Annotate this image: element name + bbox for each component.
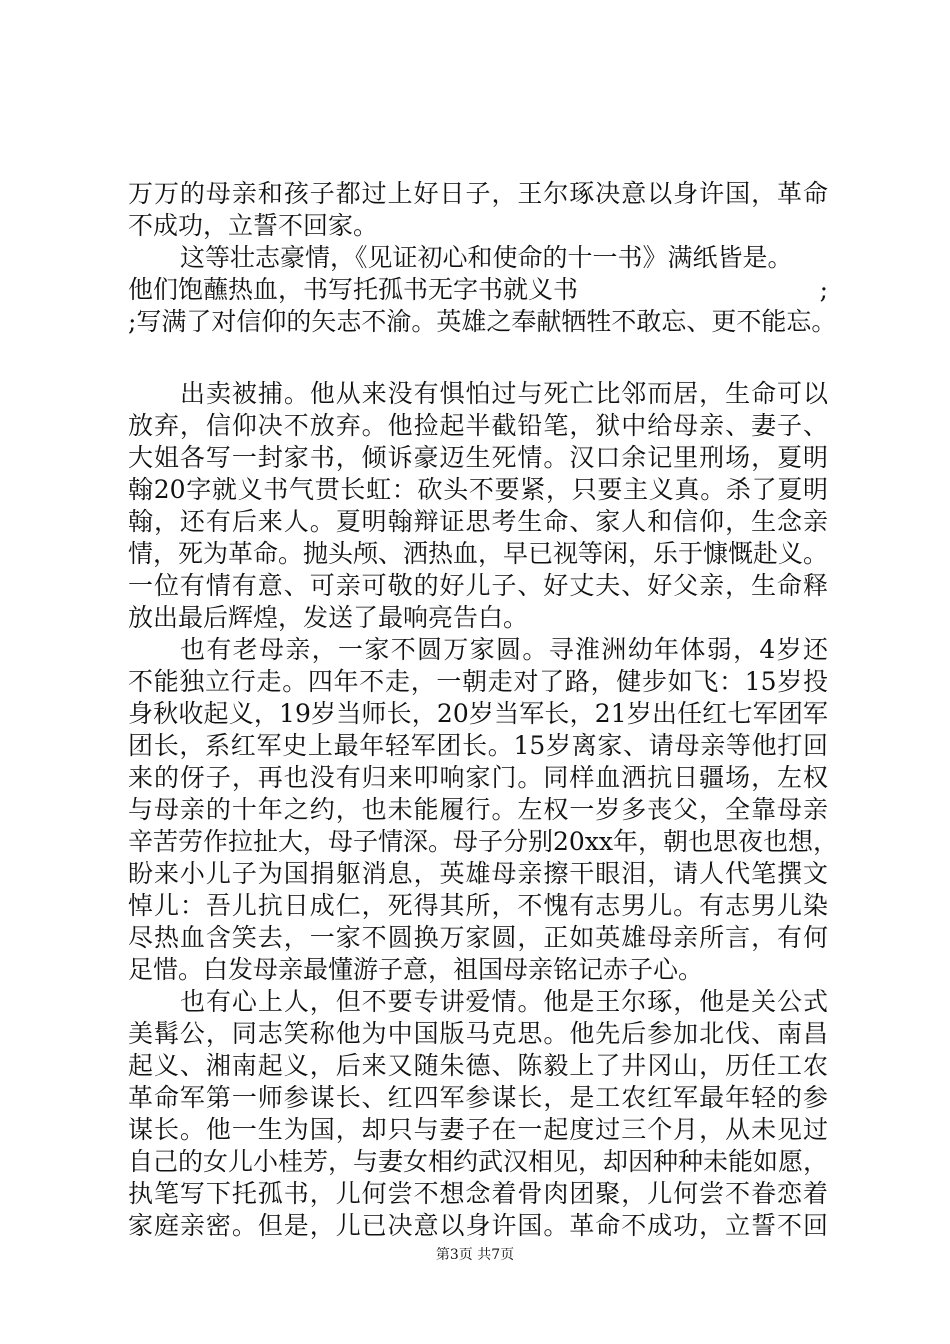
document-body — [128, 178, 839, 1242]
text-line: 也有心上人，但不要专讲爱情。他是王尔琢，他是关公式 — [180, 987, 828, 1016]
text-line: 尽热血含笑去，一家不圆换万家圆，正如英雄母亲所言，有何 — [128, 923, 828, 952]
text-line: 情，死为革命。抛头颅、洒热血，早已视等闲，乐于慷慨赴义。 — [128, 539, 829, 568]
text-line: 辛苦劳作拉扯大，母子情深。母子分别20xx年，朝也思夜也想， — [128, 827, 839, 856]
text-line: 万万的母亲和孩子都过上好日子，王尔琢决意以身许国，革命 — [128, 179, 828, 208]
text-line: 团长，系红军史上最年轻军团长。15岁离家、请母亲等他打回 — [128, 731, 828, 760]
text-line: ;写满了对信仰的矢志不渝。英雄之奉献牺牲不敢忘、更不能忘。 — [128, 307, 837, 336]
text-line: 悼儿：吾儿抗日成仁，死得其所，不愧有志男儿。有志男儿染 — [128, 891, 828, 920]
text-line: 家庭亲密。但是，儿已决意以身许国。革命不成功，立誓不回 — [128, 1211, 828, 1240]
paragraph-gap — [128, 338, 828, 378]
paragraph-3 — [128, 634, 839, 986]
text-line: 翰，还有后来人。夏明翰辩证思考生命、家人和信仰，生念亲 — [128, 507, 828, 536]
text-line: 起义、湘南起义，后来又随朱德、陈毅上了井冈山，历任工农 — [128, 1051, 828, 1080]
text-line: 出卖被捕。他从来没有惧怕过与死亡比邻而居，生命可以 — [180, 379, 828, 408]
text-line: 一位有情有意、可亲可敬的好儿子、好丈夫、好父亲，生命释 — [128, 571, 828, 600]
text-line: 也有老母亲，一家不圆万家圆。寻淮洲幼年体弱，4岁还 — [180, 635, 828, 664]
paragraph-1 — [128, 242, 837, 338]
text-line: 身秋收起义，19岁当师长，20岁当军长，21岁出任红七军团军 — [128, 699, 828, 728]
text-fragment: ; — [819, 275, 828, 304]
text-line: 大姐各写一封家书，倾诉豪迈生死情。汉口余记里刑场，夏明 — [128, 443, 828, 472]
text-line: 这等壮志豪情，《见证初心和使命的十一书》满纸皆是。 — [180, 243, 793, 272]
text-line: 来的伢子，再也没有归来叩响家门。同样血洒抗日疆场，左权 — [128, 763, 828, 792]
text-line: 不能独立行走。四年不走，一朝走对了路，健步如飞：15岁投 — [128, 667, 828, 696]
text-line: 美髯公，同志笑称他为中国版马克思。他先后参加北伐、南昌 — [128, 1019, 828, 1048]
text-line — [128, 274, 828, 306]
page-footer: 第3页 共7页 — [435, 1247, 515, 1263]
text-line: 不成功，立誓不回家。 — [128, 211, 379, 240]
text-line: 盼来小儿子为国捐躯消息，英雄母亲擦干眼泪，请人代笔撰文 — [128, 859, 828, 888]
text-line: 放出最后辉煌，发送了最响亮告白。 — [128, 603, 529, 632]
text-line: 放弃，信仰决不放弃。他捡起半截铅笔，狱中给母亲、妻子、 — [128, 411, 828, 440]
text-line: 执笔写下托孤书，儿何尝不想念着骨肉团聚，儿何尝不眷恋着 — [128, 1179, 828, 1208]
paragraph-4 — [128, 986, 828, 1242]
text-line: 谋长。他一生为国，却只与妻子在一起度过三个月，从未见过 — [128, 1115, 828, 1144]
text-line: 足惜。白发母亲最懂游子意，祖国母亲铭记赤子心。 — [128, 955, 704, 984]
paragraph-2 — [128, 378, 828, 634]
intro-paragraph — [128, 178, 828, 242]
text-fragment: 他们饱蘸热血，书写托孤书无字书就义书 — [128, 275, 579, 304]
text-line: 与母亲的十年之约，也未能履行。左权一岁多丧父，全靠母亲 — [128, 795, 828, 824]
text-line: 翰20字就义书气贯长虹：砍头不要紧，只要主义真。杀了夏明 — [128, 475, 828, 504]
text-line: 革命军第一师参谋长、红四军参谋长，是工农红军最年轻的参 — [128, 1083, 828, 1112]
text-line: 自己的女儿小桂芳，与妻女相约武汉相见，却因种种未能如愿， — [128, 1147, 829, 1176]
